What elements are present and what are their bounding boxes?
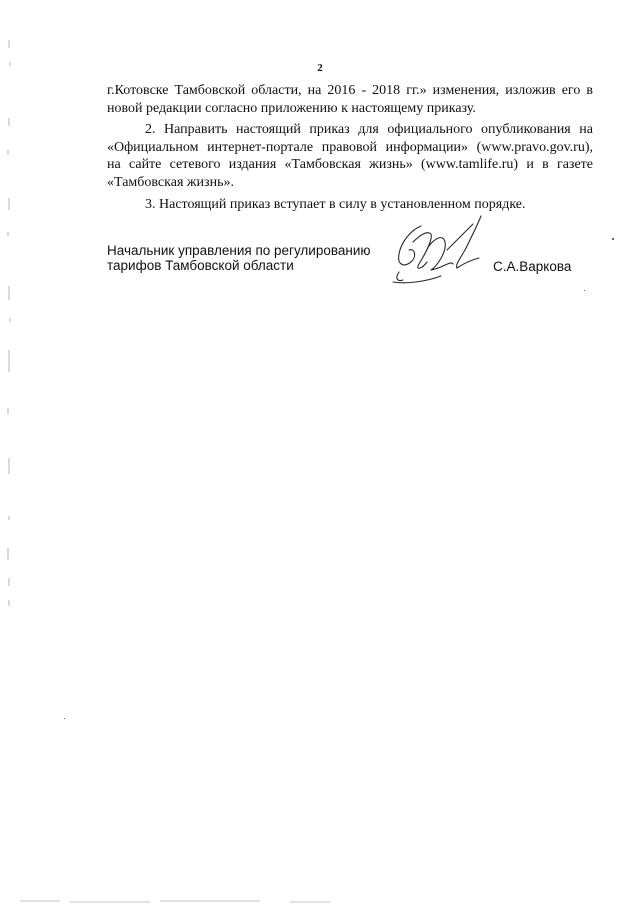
text-line: «Тамбовская жизнь». [107,174,234,190]
position-line: Начальник управления по регулированию [107,243,371,258]
scan-bottom-artifacts [0,893,640,905]
scan-speck [612,238,614,240]
text-line: «Официальном интернет-портале правовой информации» (www.pravo.gov.ru), [107,139,593,155]
scan-speck [584,290,585,291]
signatory-name: С.А.Варкова [493,259,572,274]
text-line: 3. Настоящий приказ вступает в силу в установленном порядке. [145,196,526,212]
page-number: 2 [317,62,323,74]
text-line: на сайте сетевого издания «Тамбовская жизнь» (www.tamlife.ru) и в газете [107,157,593,173]
document-body [107,82,593,213]
handwritten-signature [385,212,495,294]
paragraph-effective-date [107,196,593,214]
scan-edge-artifacts [0,0,30,905]
signatory-position [107,243,371,273]
paragraph-publication [107,121,593,191]
position-line: тарифов Тамбовской области [107,258,294,273]
text-line: г.Котовске Тамбовской области, на 2016 - 2018 гг.» изменения, изложив его в [107,83,593,98]
text-line: новой редакции согласно приложению к настоящему приказу. [107,100,476,116]
paragraph-continuation [107,82,593,117]
scan-speck [64,718,65,719]
text-line: 2. Направить настоящий приказ для официального опубликования на [145,122,593,138]
